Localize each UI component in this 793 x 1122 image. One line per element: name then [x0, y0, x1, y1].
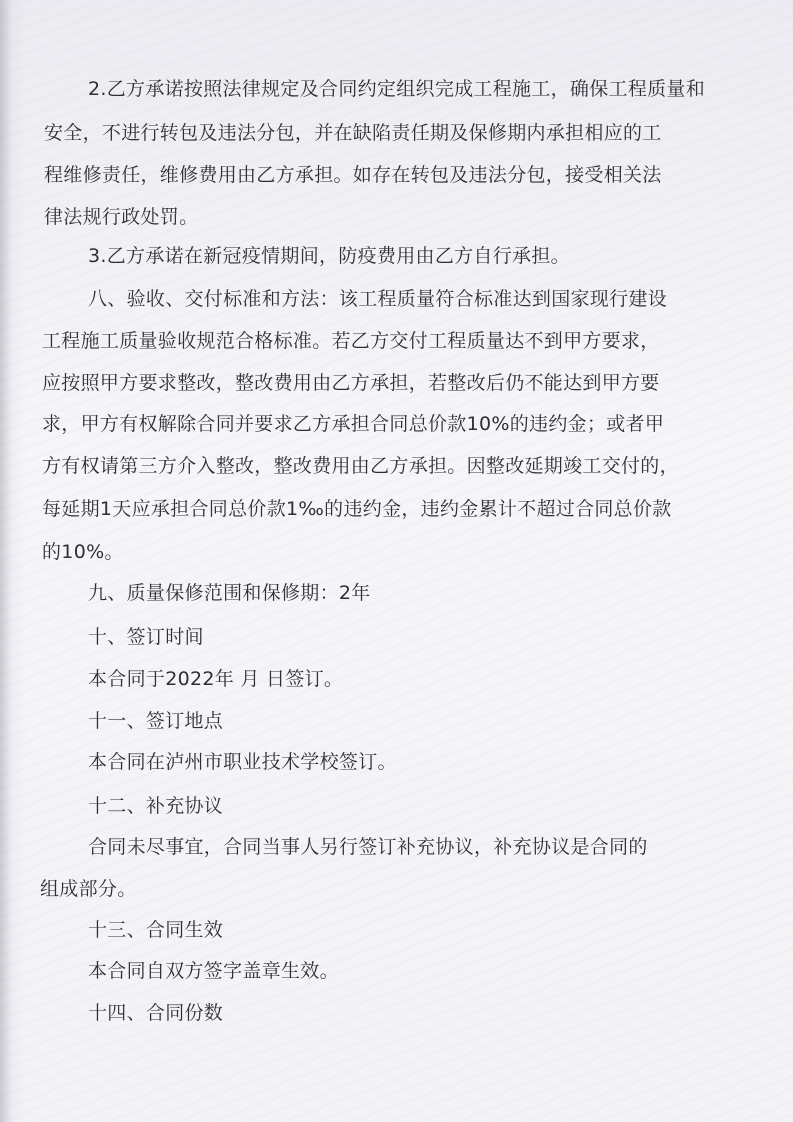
- paragraph-line: 应按照甲方要求整改，整改费用由乙方承担，若整改后仍不能达到甲方要: [42, 372, 660, 394]
- section-heading: 十一、签订地点: [88, 710, 224, 732]
- section-heading: 十二、补充协议: [88, 795, 224, 817]
- section-heading: 十三、合同生效: [88, 919, 224, 941]
- paragraph-line: 合同未尽事宜，合同当事人另行签订补充协议，补充协议是合同的: [88, 836, 648, 858]
- section-heading: 十、签订时间: [88, 626, 204, 648]
- paragraph-line: 八、验收、交付标准和方法：该工程质量符合标准达到国家现行建设: [88, 288, 668, 310]
- paragraph-line: 九、质量保修范围和保修期：2年: [88, 582, 371, 604]
- paragraph-line: 方有权请第三方介入整改，整改费用由乙方承担。因整改延期竣工交付的，: [42, 455, 679, 477]
- paragraph-line: 组成部分。: [40, 878, 137, 900]
- paragraph-line: 律法规行政处罚。: [44, 206, 199, 228]
- paragraph-line: 本合同在泸州市职业技术学校签订。: [88, 751, 397, 773]
- paragraph-line: 的10%。: [42, 541, 124, 563]
- paragraph-line: 3.乙方承诺在新冠疫情期间，防疫费用由乙方自行承担。: [88, 245, 570, 267]
- paragraph-line: 2.乙方承诺按照法律规定及合同约定组织完成工程施工，确保工程质量和: [88, 78, 706, 100]
- paragraph-line: 程维修责任，维修费用由乙方承担。如存在转包及违法分包，接受相关法: [44, 164, 662, 186]
- paragraph-line: 工程施工质量验收规范合格标准。若乙方交付工程质量达不到甲方要求，: [42, 330, 660, 352]
- paragraph-line: 每延期1天应承担合同总价款1‰的违约金，违约金累计不超过合同总价款: [42, 498, 672, 520]
- paragraph-line: 求，甲方有权解除合同并要求乙方承担合同总价款10%的违约金；或者甲: [42, 413, 665, 435]
- paragraph-line: 安全，不进行转包及违法分包，并在缺陷责任期及保修期内承担相应的工: [44, 122, 662, 144]
- paragraph-line: 本合同于2022年 月 日签订。: [88, 668, 344, 690]
- section-heading: 十四、合同份数: [88, 1002, 224, 1024]
- paragraph-line: 本合同自双方签字盖章生效。: [88, 960, 339, 982]
